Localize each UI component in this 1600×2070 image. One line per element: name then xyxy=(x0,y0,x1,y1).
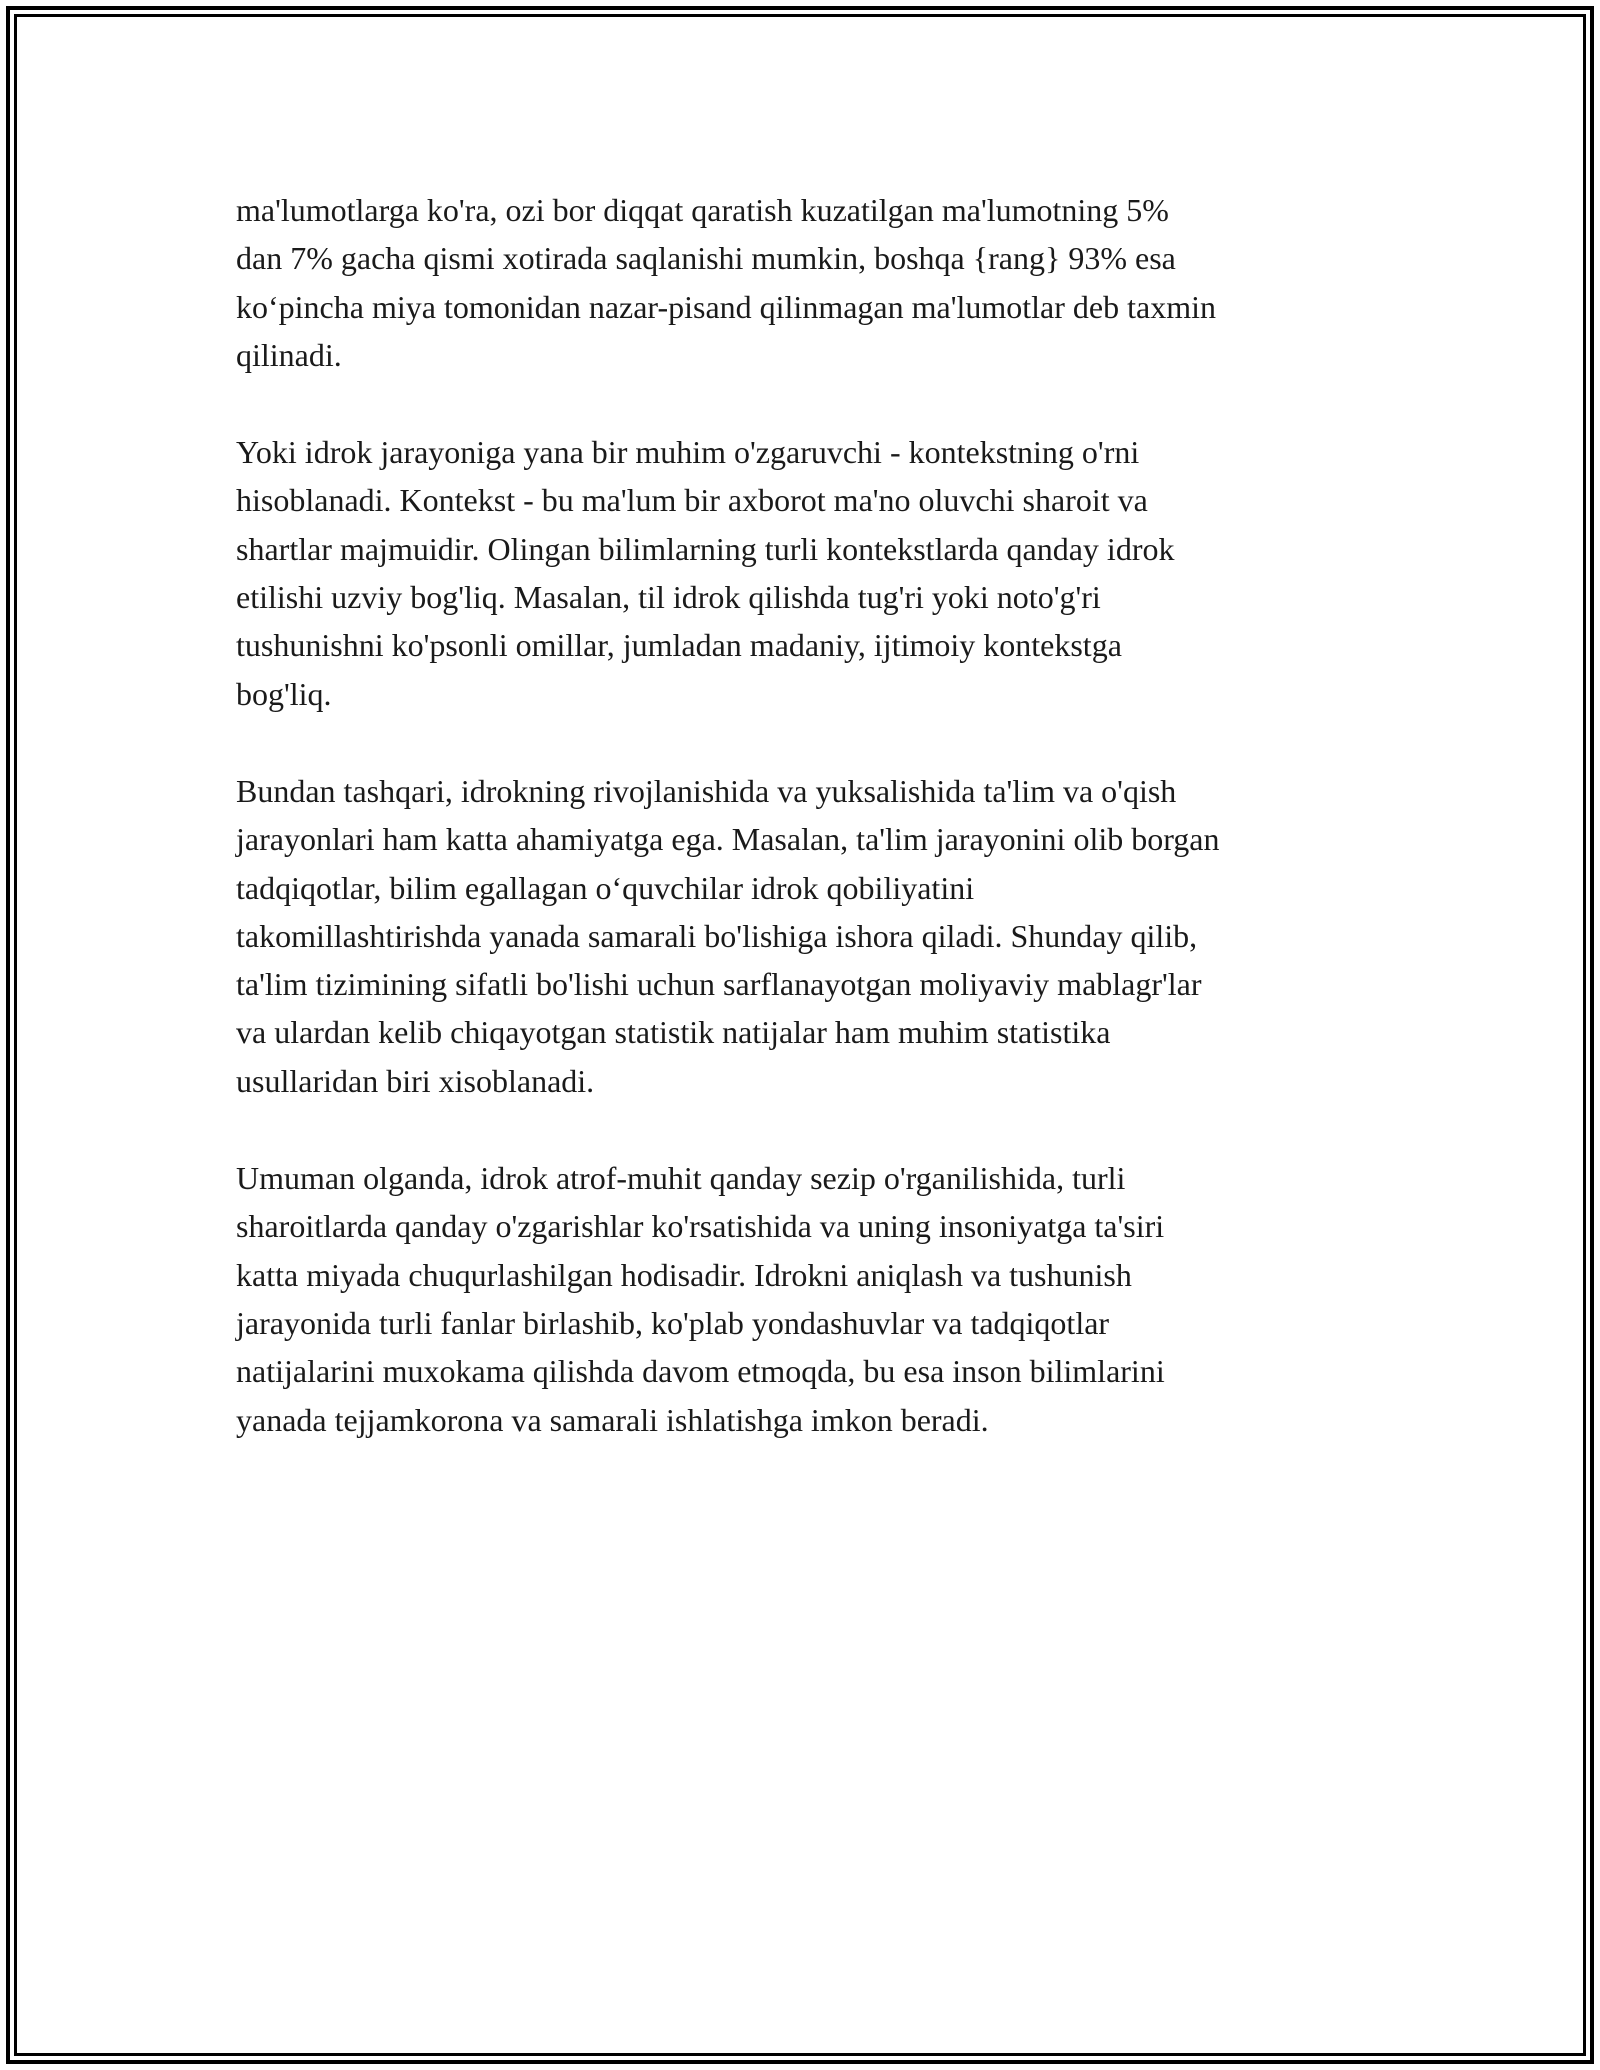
paragraph: Umuman olganda, idrok atrof-muhit qanday sezip o'rganilishida, turli sharoitlarda qanday o'zgarishlar ko'rsatishida va uning insoniyatga ta'siri katta miyada chuqurlashilgan hodisadir. Idrokni aniqlash va tushunish jarayonida turli fanlar birlashib, ko'plab yondashuvlar va tadqiqotlar natijalarini muxokama qilishda davom etmoqda, bu esa inson bilimlarini yanada tejjamkorona va samarali ishlatishga imkon beradi. xyxy=(236,1160,1165,1438)
paragraph: ma'lumotlarga ko'ra, ozi bor diqqat qaratish kuzatilgan ma'lumotning 5% dan 7% gacha qismi xotirada saqlanishi mumkin, boshqa {rang} 93% esa ko‘pincha miya tomonidan nazar-pisand qilinmagan ma'lumotlar deb taxmin qilinadi. xyxy=(236,192,1216,373)
paragraph: Bundan tashqari, idrokning rivojlanishida va yuksalishida ta'lim va o'qish jarayonlari ham katta ahamiyatga ega. Masalan, ta'lim jarayonini olib borgan tadqiqotlar, bilim egallagan o‘quvchilar idrok qobiliyatini takomillashtirishda yanada samarali bo'lishiga ishora qiladi. Shunday qilib, ta'lim tizimining sifatli bo'lishi uchun sarflanayotgan moliyaviy mablagr'lar va ulardan kelib chiqayotgan statistik natijalar ham muhim statistika usullaridan biri xisoblanadi. xyxy=(236,772,1220,1099)
document-body xyxy=(236,186,1376,1493)
paragraph: Yoki idrok jarayoniga yana bir muhim o'zgaruvchi - kontekstning o'rni hisoblanadi. Kontekst - bu ma'lum bir axborot ma'no oluvchi sharoit va shartlar majmuidir. Olingan bilimlarning turli kontekstlarda qanday idrok etilishi uzviy bog'liq. Masalan, til idrok qilishda tug'ri yoki noto'g'ri tushunishni ko'psonli omillar, jumladan madaniy, ijtimoiy kontekstga bog'liq. xyxy=(236,434,1175,712)
